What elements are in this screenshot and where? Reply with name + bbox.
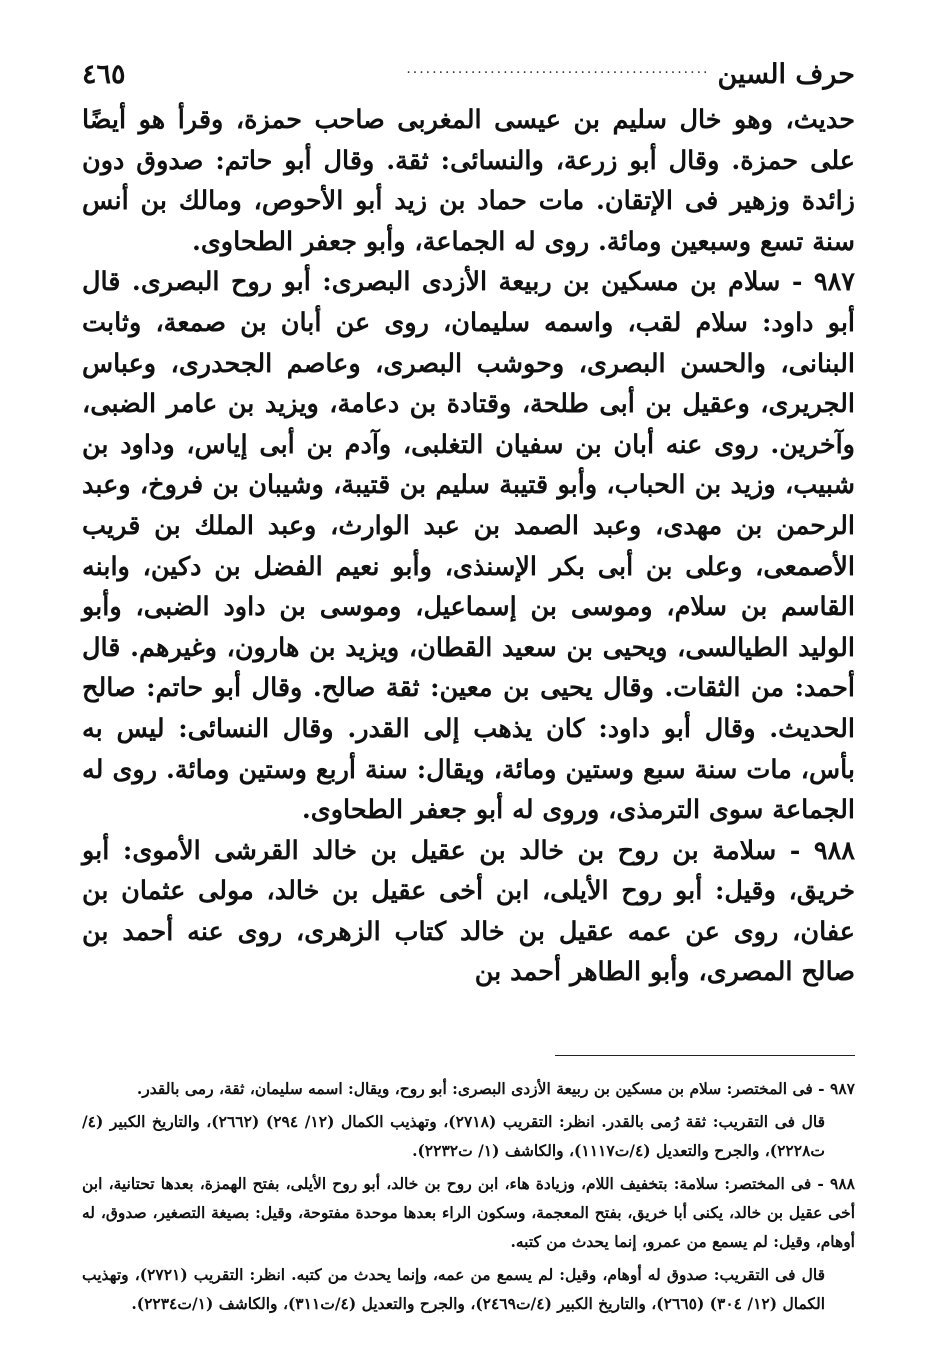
footnote-separator	[555, 1055, 855, 1056]
footnote-987-taqrib: قال فى التقريب: ثقة رُمى بالقدر. انظر: التقريب (٢٧١٨)، وتهذيب الكمال (١٢/ ٢٩٤) (٢٦٦٢)، والتاريخ الكبير (٤/ت٢٢٢٨)، والجرح والتعديل (٤/ت١١١٧)، والكاشف (١/ ت٢٢٣٢).	[82, 1112, 825, 1161]
footnote-988: ٩٨٨ - فى المختصر: سلامة: بتخفيف اللام، وزيادة هاء، ابن روح بن خالد، أبو روح الأيلى، بفتح الهمزة، بعدها تحتانية، ابن أخى عقيل بن خالد، يكنى أبا خريق، بفتح المعجمة، وسكون الراء بعدها موحدة مفتوحة، وقيل: بصيغة التصغير، صدوق، له أوهام، وقيل: لم يسمع من عمرو، إنما يحدث من كتبه.	[82, 1174, 855, 1252]
chapter-title: حرف السين	[717, 59, 855, 90]
footnote-rule-wrap	[82, 993, 855, 1074]
page-number: ٤٦٥	[82, 59, 126, 90]
footnote-987: ٩٨٧ - فى المختصر: سلام بن مسكين بن ربيعة الأزدى البصرى: أبو روح، ويقال: اسمه سليمان، ثقة، رمى بالقدر.	[136, 1079, 855, 1099]
running-header	[82, 40, 855, 92]
main-text	[82, 100, 855, 993]
entry-988: ٩٨٨ - سلامة بن روح بن خالد بن عقيل بن خالد القرشى الأموى: أبو خريق، وقيل: أبو روح الأيلى، ابن أخى عقيل بن خالد، مولى عثمان بن عفان، روى عن عمه عقيل بن خالد كتاب الزهرى، روى عنه أحمد بن صالح المصرى، وأبو الطاهر أحمد بن	[82, 835, 855, 988]
header-leader-dots: ...............................................	[406, 61, 710, 77]
paragraph-continuation: حديث، وهو خال سليم بن عيسى المغربى صاحب حمزة، وقرأ هو أيضًا على حمزة. وقال أبو زرعة، والنسائى: ثقة. وقال أبو حاتم: صدوق دون زائدة وزهير فى الإتقان. مات حماد بن زيد أبو الأحوص، ومالك بن أنس سنة تسع وسبعين ومائة. روى له الجماعة، وأبو جعفر الطحاوى.	[82, 105, 855, 257]
footnote-988-taqrib: قال فى التقريب: صدوق له أوهام، وقيل: لم يسمع من عمه، وإنما يحدث من كتبه. انظر: التقريب (٢٧٢١)، وتهذيب الكمال (١٢/ ٣٠٤) (٢٦٦٥)، والتاريخ الكبير (٤/ت٢٤٦٩)، والجرح والتعديل (٤/ت٣١١)، والكاشف (١/ت٢٢٣٤).	[82, 1265, 825, 1314]
entry-987: ٩٨٧ - سلام بن مسكين بن ربيعة الأزدى البصرى: أبو روح البصرى. قال أبو داود: سلام لقب، واسمه سليمان، روى عن أبان بن صمعة، وثابت البنانى، والحسن البصرى، وحوشب البصرى، وعاصم الجحدرى، وعباس الجريرى، وعقيل بن أبى طلحة، وقتادة بن دعامة، ويزيد بن عامر الضبى، وآخرين. روى عنه أبان بن سفيان التغلبى، وآدم بن أبى إياس، وداود بن شبيب، وزيد بن الحباب، وأبو قتيبة سليم بن قتيبة، وشيبان بن فروخ، وعبد الرحمن بن مهدى، وعبد الصمد بن عبد الوارث، وعبد الملك بن قريب الأصمعى، وعلى بن أبى بكر الإسنذى، وأبو نعيم الفضل بن دكين، وابنه القاسم بن سلام، وموسى بن إسماعيل، وموسى بن داود الضبى، وأبو الوليد الطيالسى، ويحيى بن سعيد القطان، ويزيد بن هارون، وغيرهم. قال أحمد: من الثقات. وقال يحيى بن معين: ثقة صالح. وقال أبو حاتم: صالح الحديث. وقال أبو داود: كان يذهب إلى القدر. وقال النسائى: ليس به بأس، مات سنة سبع وستين ومائة، ويقال: سنة أربع وستين ومائة. روى له الجماعة سوى الترمذى، وروى له أبو جعفر الطحاوى.	[82, 267, 855, 826]
footnotes	[82, 1074, 855, 1318]
